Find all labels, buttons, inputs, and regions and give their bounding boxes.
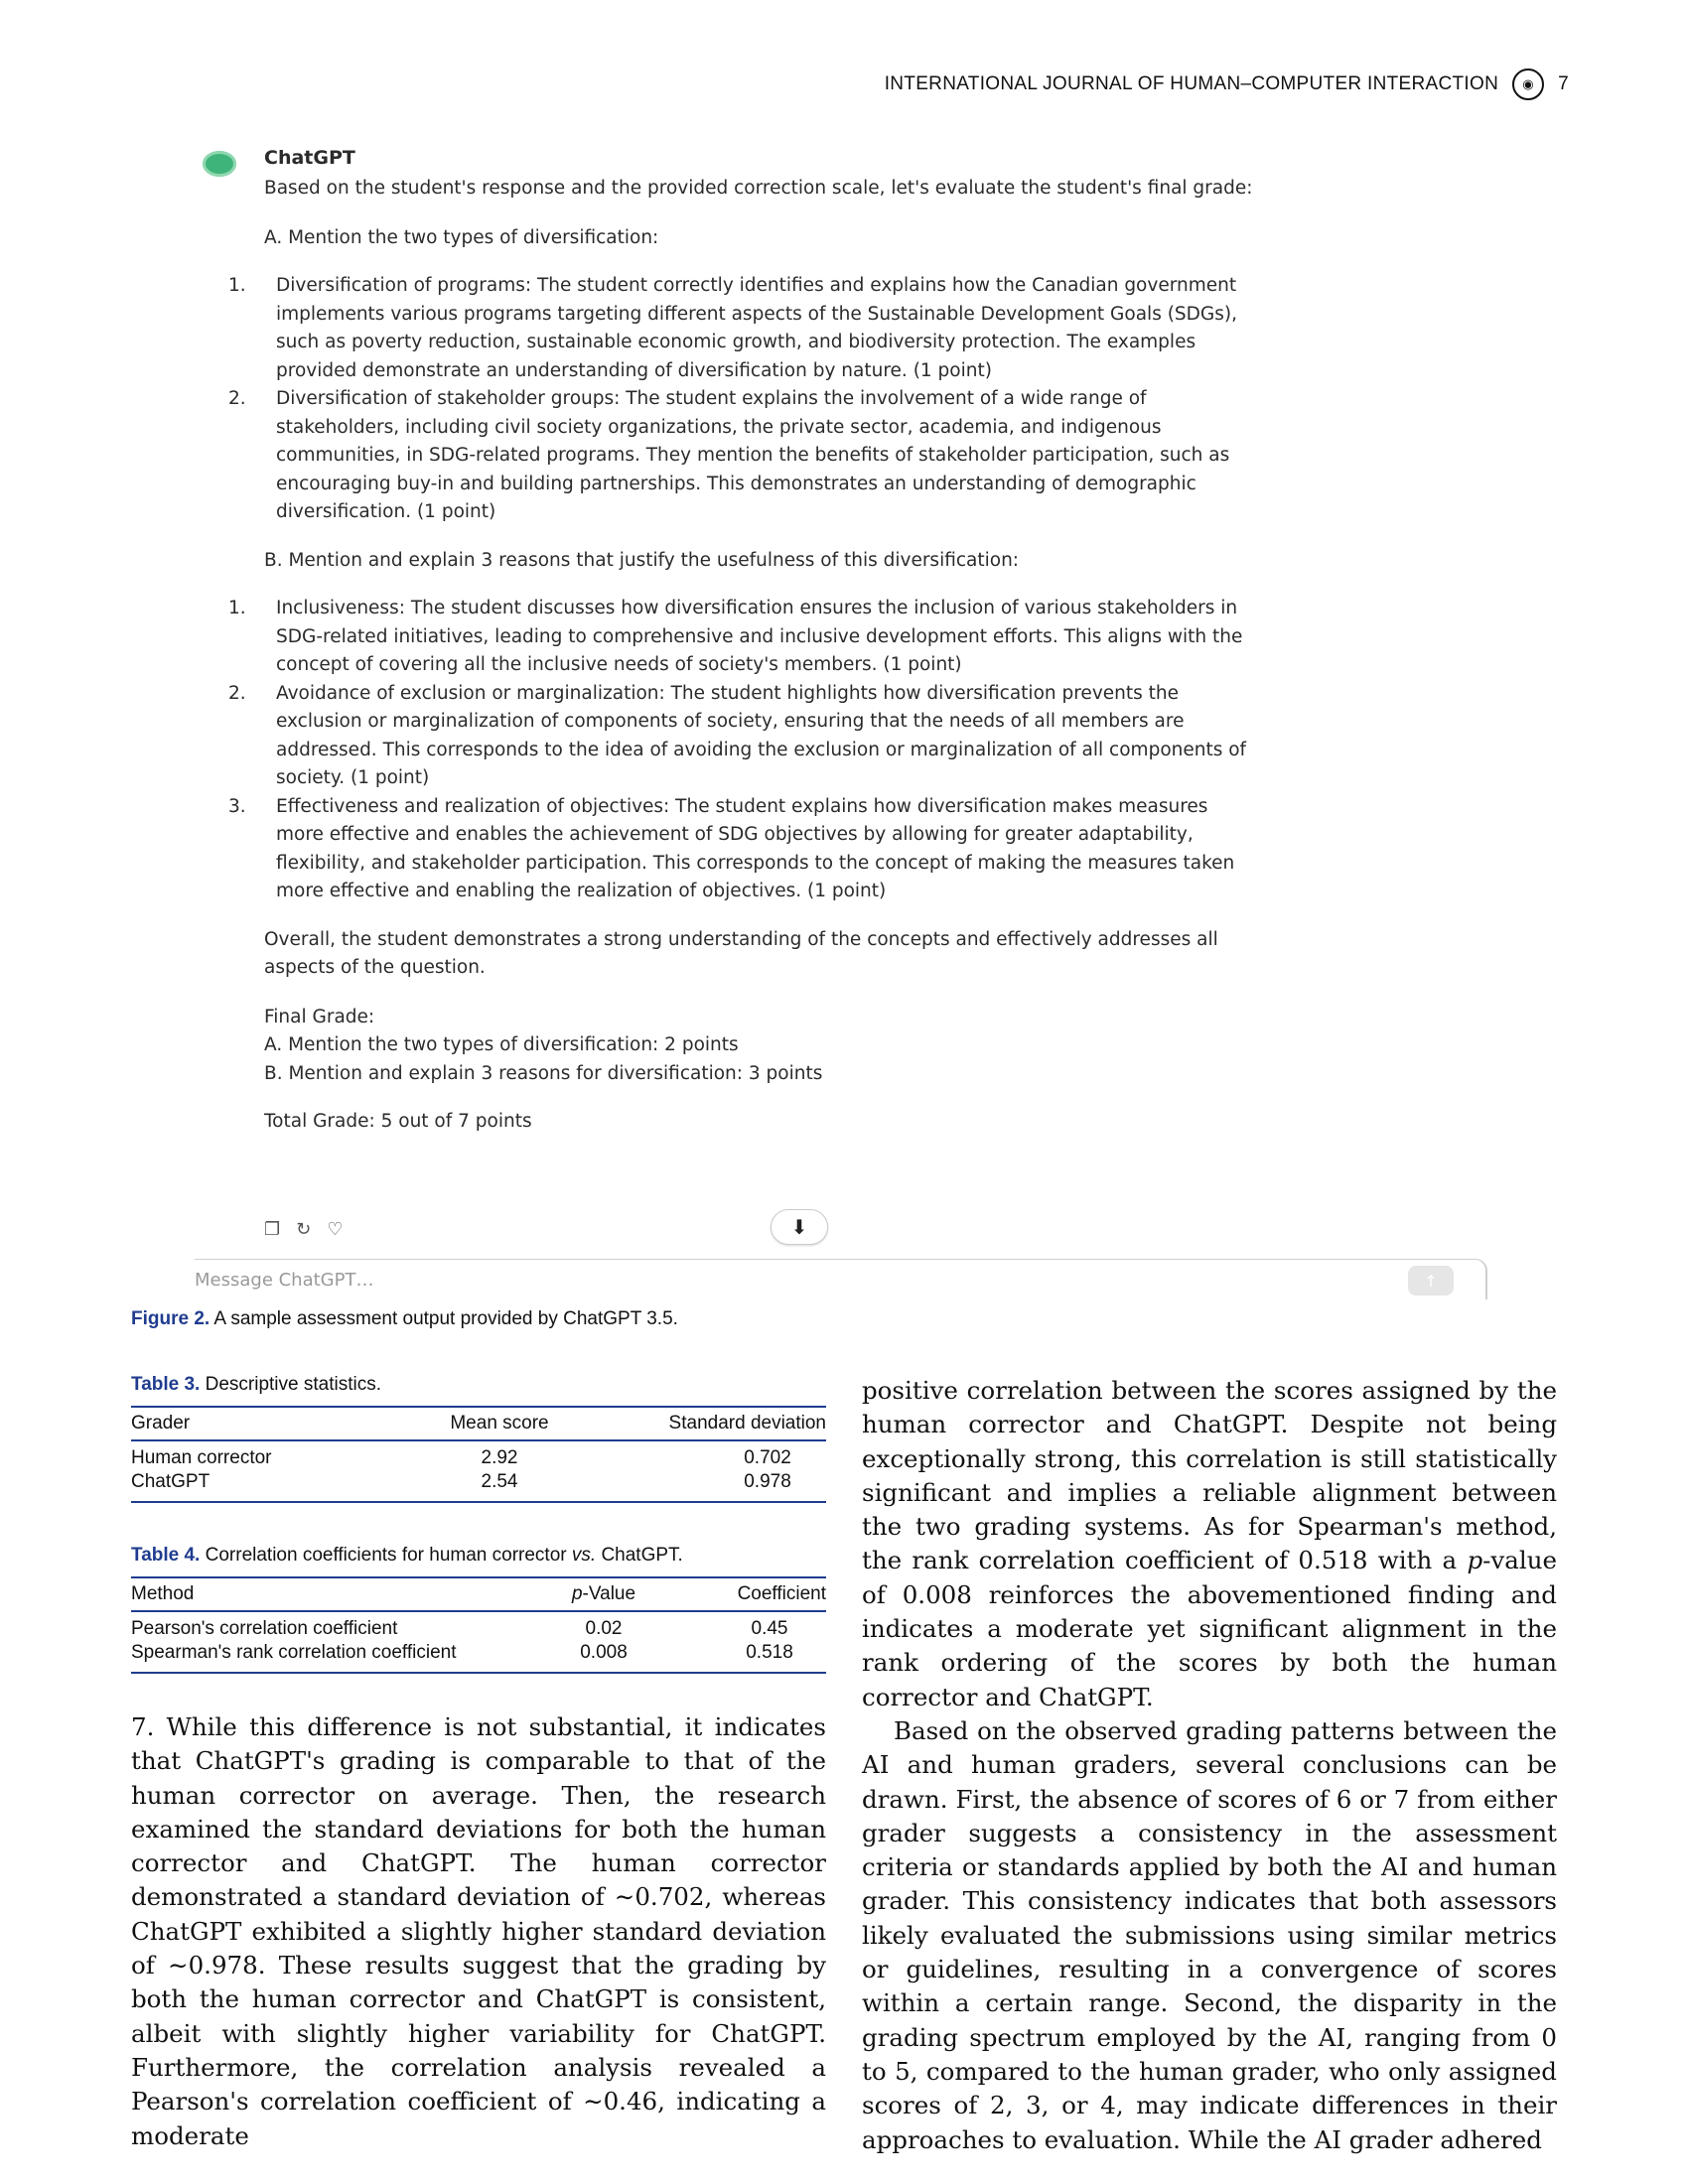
arrow-up-icon: ↑ <box>1424 1271 1438 1291</box>
page-number: 7 <box>1558 73 1569 94</box>
descriptive-statistics-table <box>131 1406 826 1503</box>
dislike-icon[interactable]: ♡ <box>327 1219 344 1240</box>
table-row: Pearson's correlation coefficient 0.02 0.45 <box>131 1618 788 1639</box>
total-grade: Total Grade: 5 out of 7 points <box>264 1111 532 1132</box>
copy-icon[interactable]: ❐ <box>264 1219 281 1240</box>
journal-title: INTERNATIONAL JOURNAL OF HUMAN–COMPUTER INTERACTION <box>884 73 1499 94</box>
table-3 <box>131 1374 826 1503</box>
chat-intro: Based on the student's response and the provided correction scale, let's evaluate the student's final grade: <box>264 178 1253 199</box>
column-header: p-Value <box>571 1583 636 1604</box>
scroll-down-button[interactable] <box>771 1209 828 1245</box>
chat-message-body <box>228 175 1257 1137</box>
body-paragraph: 7. While this difference is not substantial, it indicates that ChatGPT's grading is comparable to that of the human corrector on average. Then, the research examined the standard deviations for both the human corrector and ChatGPT. The human corrector demonstrated a standard deviation of ∼0.702, whereas ChatGPT exhibited a slightly higher standard deviation of ∼0.978. These results suggest that the grading by both the human corrector and ChatGPT is consistent, albeit with slightly higher variability for ChatGPT. Furthermore, the correlation analysis revealed a Pearson's correlation coefficient of ∼0.46, indicating a moderate <box>131 1712 826 2150</box>
message-actions <box>264 1219 343 1240</box>
table-4 <box>131 1545 826 1674</box>
final-grade-title: Final Grade: <box>264 1006 375 1027</box>
table-row: Human corrector 2.92 0.702 <box>131 1447 791 1468</box>
table-row: Spearman's rank correlation coefficient 0.008 0.518 <box>131 1641 826 1673</box>
column-header: Standard deviation <box>668 1413 826 1433</box>
final-grade-b: B. Mention and explain 3 reasons for diversification: 3 points <box>264 1062 823 1084</box>
chat-window <box>195 139 1489 1296</box>
right-column-text <box>862 1374 1557 2157</box>
table-4-label: Table 4. <box>131 1545 201 1566</box>
message-input[interactable]: Message ChatGPT… <box>195 1270 374 1291</box>
chat-sender-name: ChatGPT <box>264 147 355 169</box>
send-button[interactable] <box>1408 1266 1454 1296</box>
list-item: 1. Inclusiveness: The student discusses how diversification ensures the inclusion of various stakeholders in SDG-related initiatives, leading to comprehensive and inclusive development efforts. This aligns with the concept of covering all the inclusive needs of society's members. (1 point) <box>228 598 1243 675</box>
column-header: Grader <box>131 1413 191 1433</box>
final-grade-a: A. Mention the two types of diversification: 2 points <box>264 1034 739 1055</box>
running-header <box>874 69 1569 99</box>
list-item: 2. Avoidance of exclusion or marginalization: The student highlights how diversification prevents the exclusion or marginalization of components of society, ensuring that the needs of all members are addressed. This corresponds to the idea of avoiding the exclusion or marginalization of all components of society. (1 point) <box>228 682 1247 788</box>
column-header: Coefficient <box>737 1583 826 1604</box>
body-paragraph: positive correlation between the scores assigned by the human corrector and ChatGPT. Despite not being exceptionally strong, this correlation is still statistically significant and implies a reliable alignment between the two grading systems. As for Spearman's method, the rank correlation coefficient of 0.518 with a p-value of 0.008 reinforces the abovementioned finding and indicates a moderate yet significant alignment in the rank ordering of the scores by both the human corrector and ChatGPT. <box>862 1376 1557 1711</box>
table-3-label: Table 3. <box>131 1374 201 1395</box>
list-item: 1. Diversification of programs: The student correctly identifies and explains how the Canadian government implements various programs targeting different aspects of the Sustainable Development Goals (SDGs), such as poverty reduction, sustainable economic growth, and biodiversity protection. The examples provided demonstrate an understanding of diversification by nature. (1 point) <box>228 275 1237 381</box>
message-composer <box>195 1259 1487 1299</box>
column-header: Method <box>131 1583 195 1604</box>
list-item: 3. Effectiveness and realization of objectives: The student explains how diversification makes measures more effective and enables the achievement of SDG objectives by allowing for greater adaptability, flexibility, and stakeholder participation. This corresponds to the concept of making the measures taken more effective and enabling the realization of objectives. (1 point) <box>228 795 1235 901</box>
figure-caption-text: A sample assessment output provided by ChatGPT 3.5. <box>213 1308 678 1329</box>
table-3-title: Descriptive statistics. <box>205 1374 381 1395</box>
figure-label: Figure 2. <box>131 1308 211 1329</box>
table-row: ChatGPT 2.54 0.978 <box>131 1470 826 1502</box>
regenerate-icon[interactable]: ↻ <box>296 1219 312 1240</box>
section-b-heading: B. Mention and explain 3 reasons that justify the usefulness of this diversification: <box>264 549 1020 571</box>
table-4-caption: Table 4. Correlation coefficients for human corrector vs. ChatGPT. <box>131 1545 683 1566</box>
chatgpt-avatar-icon <box>203 151 236 177</box>
list-item: 2. Diversification of stakeholder groups: The student explains the involvement of a wide range of stakeholders, including civil society organizations, the private sector, academia, and indigenous communities, in SDG-related programs. They mention the benefits of stakeholder participation, such as encouraging buy-in and building partnerships. This demonstrates an understanding of demographic diversification. (1 point) <box>228 388 1230 522</box>
correlation-table <box>131 1576 826 1674</box>
column-header: Mean score <box>450 1413 549 1433</box>
left-column-text <box>131 1710 826 2153</box>
body-paragraph: Based on the observed grading patterns between the AI and human graders, several conclusions can be drawn. First, the absence of scores of 6 or 7 from either grader suggests a consistency in the assessment criteria or standards applied by both the AI and human grader. This consistency indicates that both assessors likely evaluated the submissions using similar metrics or guidelines, resulting in a convergence of scores within a certain range. Second, the disparity in the grading spectrum employed by the AI, ranging from 0 to 5, compared to the human grader, who only assigned scores of 2, 3, or 4, may indicate differences in their approaches to evaluation. While the AI grader adhered <box>862 1715 1557 2154</box>
arrow-down-icon: ⬇ <box>790 1215 808 1239</box>
section-a-heading: A. Mention the two types of diversification: <box>264 226 659 248</box>
chat-overall: Overall, the student demonstrates a strong understanding of the concepts and effectively addresses all aspects of the question. <box>264 928 1218 978</box>
list-b <box>228 595 1257 906</box>
figure-chat-screenshot <box>195 139 1489 1296</box>
list-a <box>228 272 1257 527</box>
table-3-caption <box>131 1374 826 1396</box>
figure-caption <box>131 1308 678 1330</box>
publisher-logo-icon: ◉ <box>1512 68 1544 100</box>
final-grade-block <box>264 1004 1257 1089</box>
